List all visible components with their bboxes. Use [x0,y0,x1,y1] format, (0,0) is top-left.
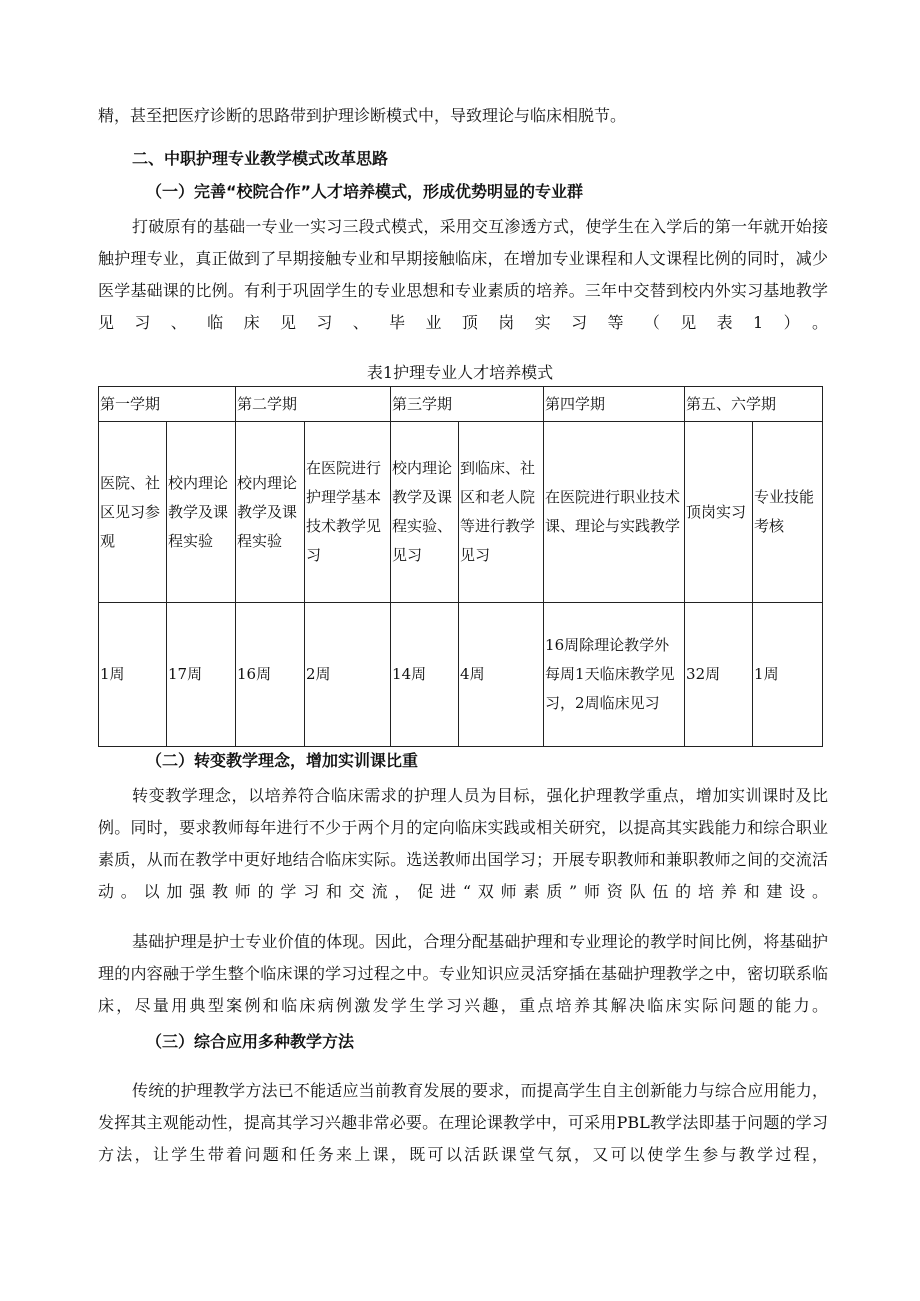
table-header-row [99,387,823,422]
table-duration-row [99,603,823,747]
table-cell: 到临床、社区和老人院等进行教学见习 [459,422,544,603]
paragraph-2: 转变教学理念，以培养符合临床需求的护理人员为目标，强化护理教学重点，增加实训课时及比例。同时，要求教师每年进行不少于两个月的定向临床实践或相关研究，以提高其实践能力和综合职业素质，从而在教学中更好地结合临床实际。选送教师出国学习；开展专职教师和兼职教师之间的交流活动。以加强教师的学习和交流，促进“双师素质”师资队伍的培养和建设。 [98,786,828,901]
table-cell: 校内理论教学及课程实验 [236,422,305,603]
table-cell: 在医院进行护理学基本技术教学见习 [305,422,391,603]
subheading-3: （三）综合应用多种教学方法 [146,1032,355,1051]
section-heading: 二、中职护理专业教学模式改革思路 [132,149,389,168]
table-cell: 4周 [459,603,544,747]
training-mode-table [98,386,823,747]
subheading-1: （一）完善“校院合作”人才培养模式，形成优势明显的专业群 [146,182,584,201]
table-cell: 校内理论教学及课程实验 [167,422,236,603]
table-cell: 医院、社区见习参观 [99,422,167,603]
table-cell: 14周 [391,603,459,747]
header-cell: 第三学期 [391,387,544,422]
table-cell: 在医院进行职业技术课、理论与实践教学 [544,422,685,603]
paragraph-4: 传统的护理教学方法已不能适应当前教育发展的要求，而提高学生自主创新能力与综合应用能力，发挥其主观能动性，提高其学习兴趣非常必要。在理论课教学中，可采用PBL教学法即基于问题的学习方法，让学生带着问题和任务来上课，既可以活跃课堂气氛，又可以使学生参与教学过程， [98,1081,828,1164]
table-cell: 1周 [99,603,167,747]
header-cell: 第一学期 [99,387,236,422]
table-cell: 顶岗实习 [685,422,753,603]
header-cell: 第五、六学期 [685,387,823,422]
paragraph-3: 基础护理是护士专业价值的体现。因此，合理分配基础护理和专业理论的教学时间比例，将基础护理的内容融于学生整个临床课的学习过程之中。专业知识应灵活穿插在基础护理教学之中，密切联系临床，尽量用典型案例和临床病例激发学生学习兴趣，重点培养其解决临床实际问题的能力。 [98,932,828,1015]
table-cell: 专业技能考核 [753,422,823,603]
table-cell: 校内理论教学及课程实验、见习 [391,422,459,603]
table-cell: 16周除理论教学外每周1天临床教学见习，2周临床见习 [544,603,685,747]
table-cell: 2周 [305,603,391,747]
table-caption: 表1护理专业人才培养模式 [366,363,554,382]
table-cell: 17周 [167,603,236,747]
header-cell: 第二学期 [236,387,391,422]
table-cell: 16周 [236,603,305,747]
table-content-row [99,422,823,603]
table-cell: 1周 [753,603,823,747]
paragraph-top: 精，甚至把医疗诊断的思路带到护理诊断模式中，导致理论与临床相脱节。 [98,106,627,125]
table-cell: 32周 [685,603,753,747]
subheading-2: （二）转变教学理念，增加实训课比重 [146,751,419,770]
header-cell: 第四学期 [544,387,685,422]
paragraph-1: 打破原有的基础一专业一实习三段式模式，采用交互渗透方式，使学生在入学后的第一年就开始接触护理专业，真正做到了早期接触专业和早期接触临床，在增加专业课程和人文课程比例的同时，减少医学基础课的比例。有利于巩固学生的专业思想和专业素质的培养。三年中交替到校内外实习基地教学见习、临床见习、毕业顶岗实习等（见表1）。 [98,217,828,332]
